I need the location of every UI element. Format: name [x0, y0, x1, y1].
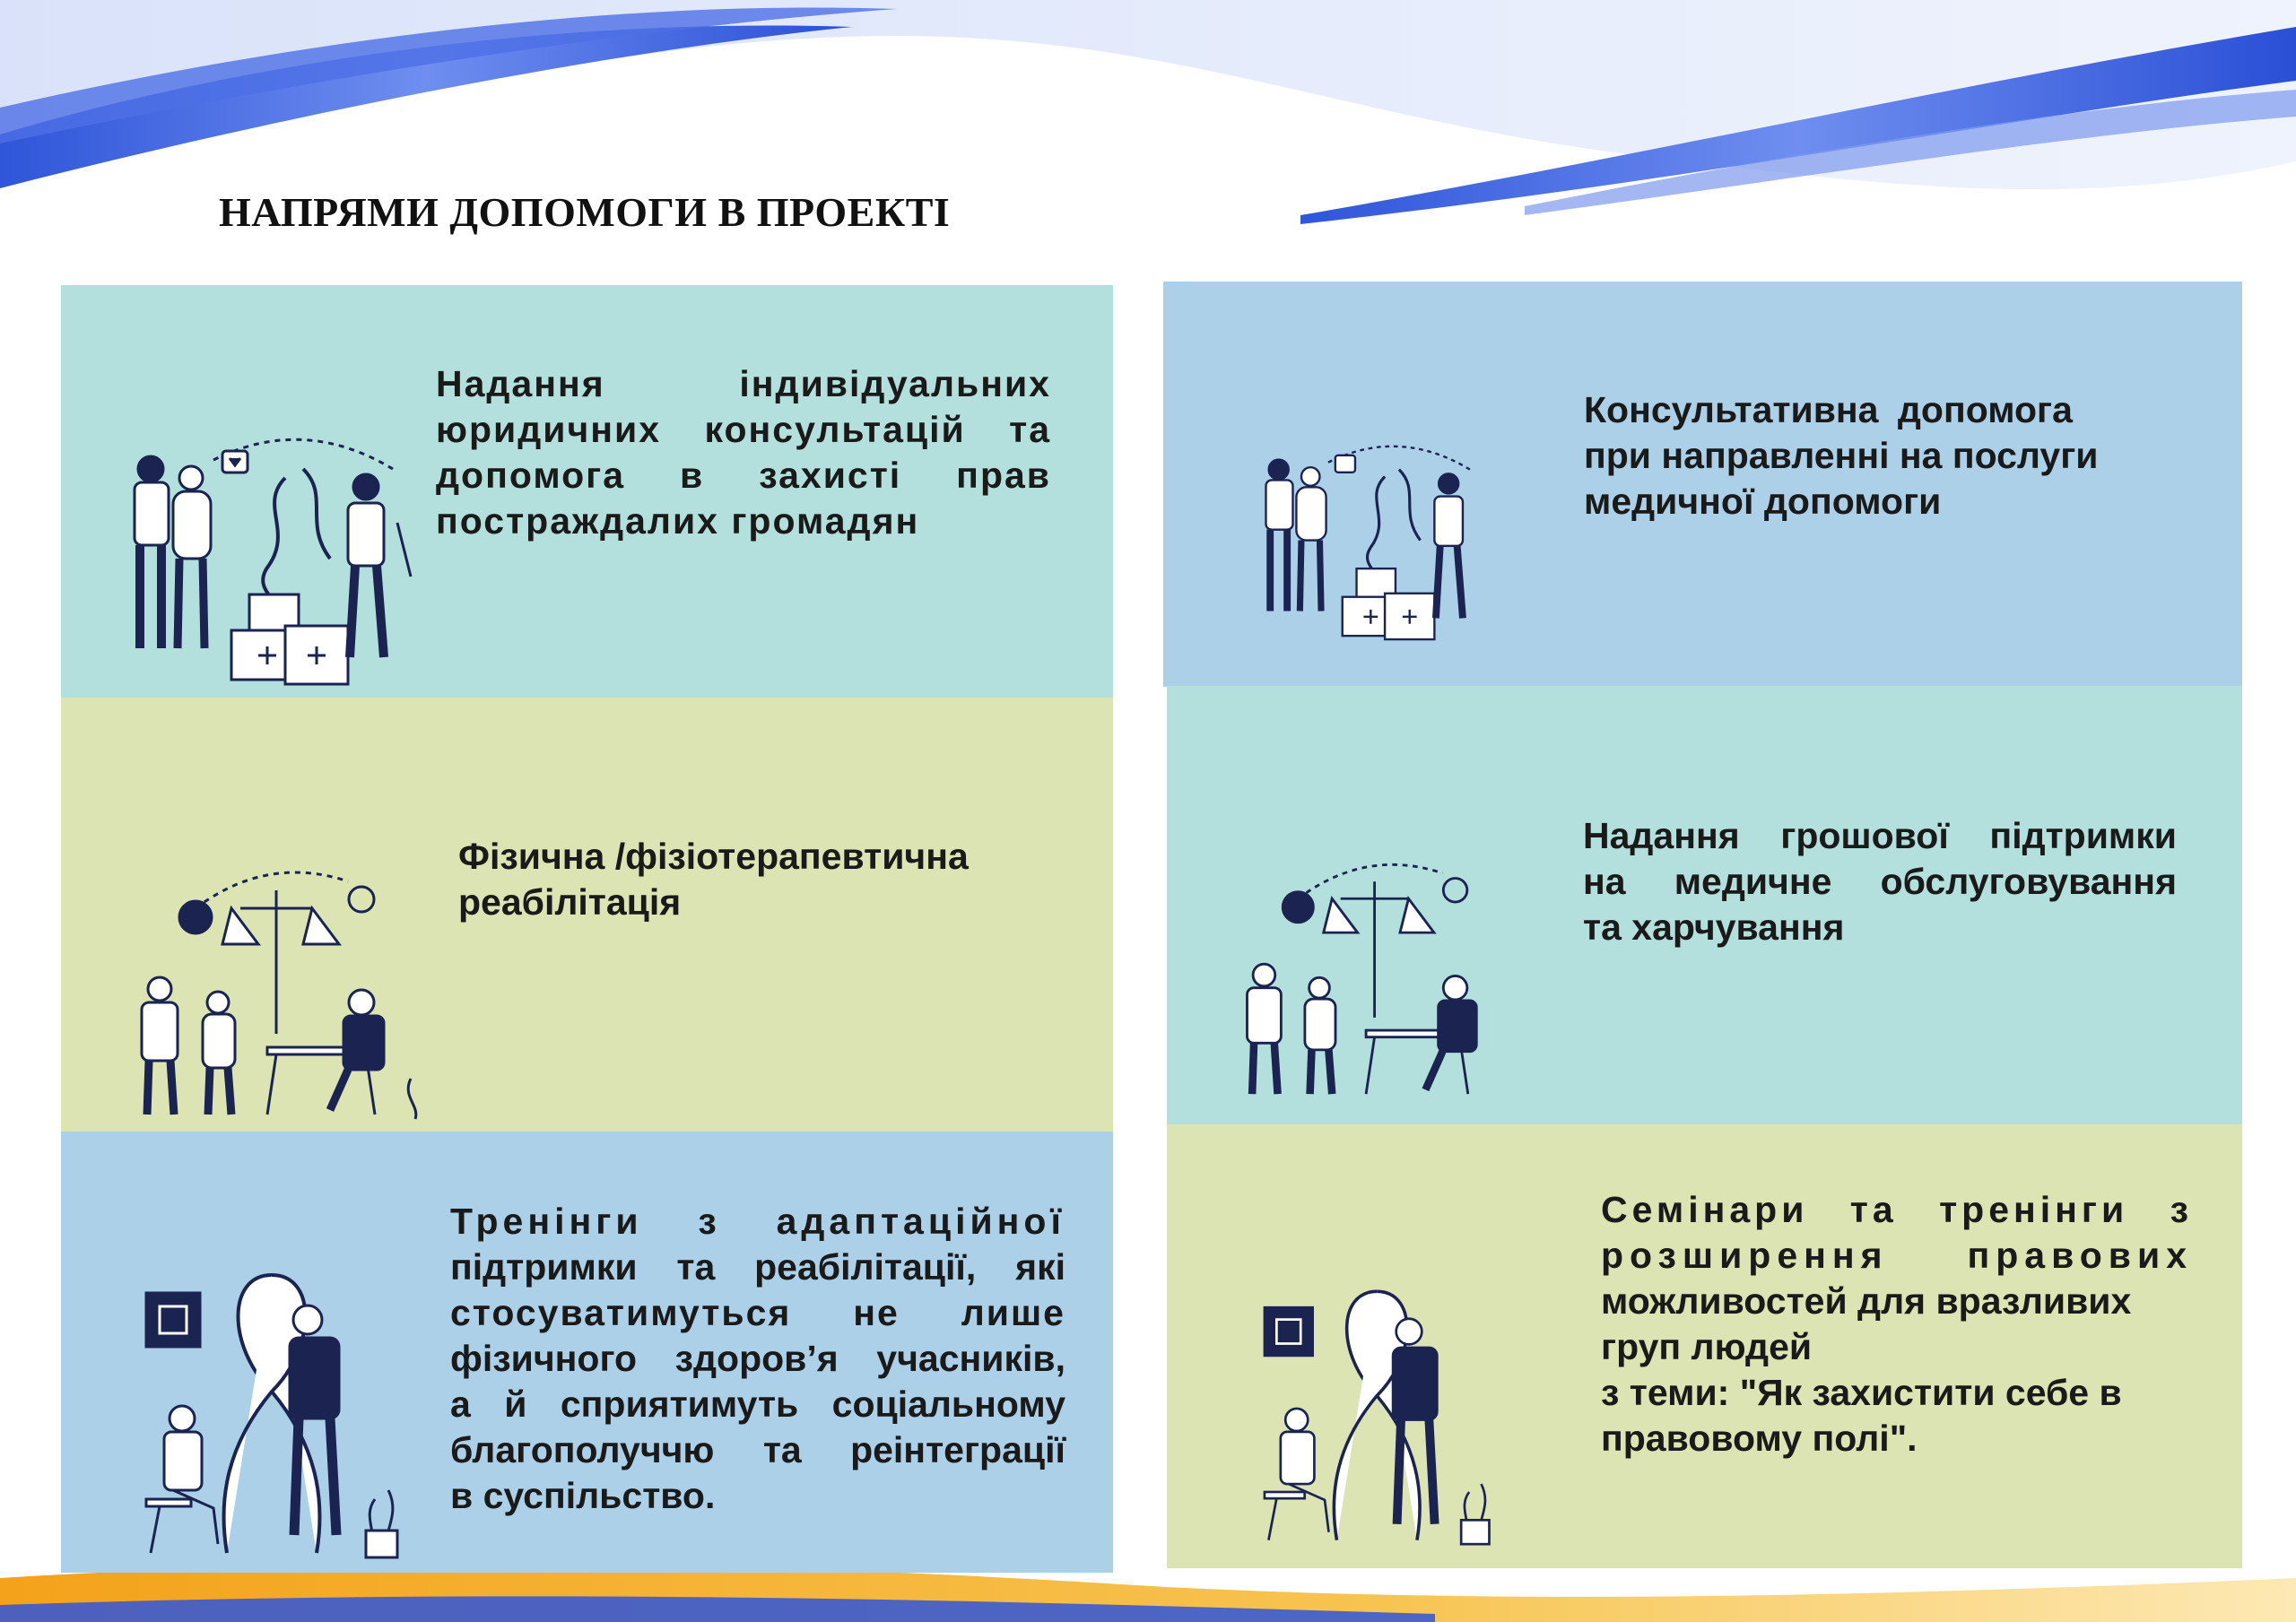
awareness-ribbon-puzzle-illustration	[1257, 1281, 1561, 1550]
justice-scales-office-illustration	[1239, 847, 1561, 1103]
card-legal-consultations	[61, 285, 1113, 698]
card-text: Надання індивідуальних юридичних консультацій та допомога в захисті прав постраждалих громадян	[436, 363, 1051, 542]
card-physical-rehabilitation	[61, 698, 1113, 1132]
card-financial-support	[1167, 686, 2242, 1125]
card-text: Тренінги з адаптаційної підтримки та реабілітації, які стосуватимуться не лише фізичного здоров’я учасників, а й сприятимуть соціальному благополуччю та реінтеграції в суспільство.	[450, 1201, 1065, 1516]
card-text: Семінари та тренінги з розширення правових можливостей для вразливих груп людей з теми: "Як захистити себе в правовому полі".	[1601, 1189, 2193, 1459]
card-text: Фізична /фізіотерапевтична реабілітація	[458, 836, 969, 923]
justice-scales-office-illustration	[133, 854, 474, 1123]
card-text: Консультативна допомога при направленні на послуги медичної допомоги	[1584, 389, 2099, 522]
people-medical-boxes-illustration	[124, 433, 465, 693]
page-title: НАПРЯМИ ДОПОМОГИ В ПРОЕКТІ	[219, 189, 951, 235]
card-medical-consultation	[1163, 282, 2242, 687]
card-legal-seminars	[1167, 1124, 2242, 1568]
awareness-ribbon-puzzle-illustration	[137, 1266, 478, 1562]
card-adaptation-trainings	[61, 1132, 1113, 1573]
card-text: Надання грошової підтримки на медичне обслуговування та харчування	[1583, 815, 2177, 948]
people-medical-boxes-illustration	[1257, 438, 1526, 649]
